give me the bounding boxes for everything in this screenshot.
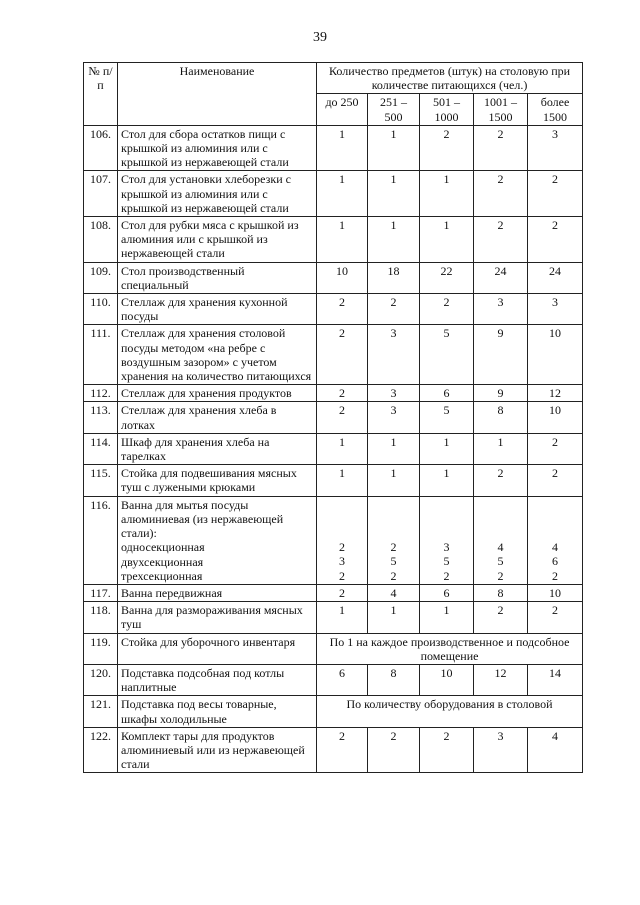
qty-cell: 10: [528, 402, 583, 433]
table-row: [84, 402, 583, 433]
qty-cell: 2: [528, 433, 583, 464]
item-name: Стол производственный специальный: [118, 262, 317, 293]
qty-cell: 8: [368, 664, 420, 695]
qty-cell: 3: [474, 727, 528, 773]
sub-qty: 2: [443, 568, 450, 583]
sub-qty: 6: [552, 554, 559, 569]
qty-cell: 1: [368, 433, 420, 464]
qty-cell: 2: [474, 125, 528, 171]
qty-cell: 18: [368, 262, 420, 293]
qty-cell: 2: [420, 727, 474, 773]
qty-cell: 4: [368, 584, 420, 601]
header-col-5: более 1500: [528, 94, 583, 125]
qty-cell: 9: [474, 325, 528, 385]
sub-item-label: двухсекционная: [121, 554, 204, 569]
table-row: [84, 696, 583, 727]
qty-cell: 3: [528, 125, 583, 171]
qty-cell: 1: [317, 602, 368, 633]
row-number: 122.: [84, 727, 118, 773]
row-number: 108.: [84, 217, 118, 263]
qty-cell: 2: [317, 727, 368, 773]
qty-cell: 3: [528, 294, 583, 325]
page-number: 39: [313, 30, 327, 45]
row-number: 109.: [84, 262, 118, 293]
table-row: [84, 217, 583, 263]
row-number: 106.: [84, 125, 118, 171]
row-number: 121.: [84, 696, 118, 727]
table-row: [84, 584, 583, 601]
item-name: Ванна передвижная: [118, 584, 317, 601]
item-name: Стойка для подвешивания мясных туш с лужеными крюками: [118, 465, 317, 496]
item-name: Стойка для уборочного инвентаря: [118, 633, 317, 664]
header-name: Наименование: [118, 63, 317, 126]
table-row: [84, 325, 583, 385]
sub-item-label: односекционная: [121, 540, 205, 555]
qty-cell: 5: [420, 402, 474, 433]
header-row: [84, 63, 583, 94]
header-col-3: 501 – 1000: [420, 94, 474, 125]
header-col-1: до 250: [317, 94, 368, 125]
item-name: Стол для установки хлеборезки с крышкой из алюминия или с крышкой из нержавеющей стали: [118, 171, 317, 217]
item-name: [118, 496, 317, 584]
equipment-table: [83, 62, 583, 773]
qty-cell: 2: [420, 294, 474, 325]
sub-qty: 4: [552, 540, 559, 555]
item-name: Комплект тары для продуктов алюминиевый или из нержавеющей стали: [118, 727, 317, 773]
header-num: № п/п: [84, 63, 118, 126]
qty-cell: 3: [474, 294, 528, 325]
row-number: 111.: [84, 325, 118, 385]
row-number: 114.: [84, 433, 118, 464]
qty-cell: 2: [528, 465, 583, 496]
item-name: Стеллаж для хранения хлеба в лотках: [118, 402, 317, 433]
table-row: [84, 262, 583, 293]
qty-cell: 2: [474, 171, 528, 217]
table-row: [84, 633, 583, 664]
sub-qty: 4: [497, 540, 504, 555]
qty-cell: 1: [474, 433, 528, 464]
qty-cell: 2: [317, 325, 368, 385]
qty-cell: 10: [317, 262, 368, 293]
item-name: Шкаф для хранения хлеба на тарелках: [118, 433, 317, 464]
item-name: Ванна для размораживания мясных туш: [118, 602, 317, 633]
qty-cell: 1: [420, 171, 474, 217]
sub-qty: 5: [390, 554, 397, 569]
qty-span-text: По количеству оборудования в столовой: [317, 696, 583, 727]
sub-qty: 2: [497, 568, 504, 583]
item-name: Стол для рубки мяса с крышкой из алюминия или с крышкой из нержавеющей стали: [118, 217, 317, 263]
qty-cell: 22: [420, 262, 474, 293]
qty-cell: 1: [317, 217, 368, 263]
qty-cell: 9: [474, 385, 528, 402]
qty-cell: 10: [528, 584, 583, 601]
qty-cell: 10: [528, 325, 583, 385]
header-col-4: 1001 – 1500: [474, 94, 528, 125]
qty-span-text: По 1 на каждое производственное и подсобное помещение: [317, 633, 583, 664]
qty-cell: 1: [420, 602, 474, 633]
item-name: Стеллаж для хранения кухонной посуды: [118, 294, 317, 325]
qty-cell: 2: [317, 402, 368, 433]
qty-cell: 1: [420, 217, 474, 263]
table-row: [84, 125, 583, 171]
qty-cell: 2: [368, 727, 420, 773]
table-row: [84, 433, 583, 464]
qty-cell: 1: [368, 602, 420, 633]
table-row: [84, 171, 583, 217]
sub-qty: 2: [339, 568, 345, 583]
qty-cell: 1: [317, 433, 368, 464]
qty-cell: [528, 496, 583, 584]
qty-cell: 1: [317, 125, 368, 171]
table-row: [84, 727, 583, 773]
item-name-main: Ванна для мытья посуды алюминиевая (из нержавеющей стали):: [121, 497, 284, 541]
qty-cell: 2: [528, 171, 583, 217]
qty-cell: 1: [317, 171, 368, 217]
qty-cell: 3: [368, 402, 420, 433]
table-row: [84, 294, 583, 325]
qty-cell: 12: [474, 664, 528, 695]
row-number: 107.: [84, 171, 118, 217]
sub-qty: 3: [339, 554, 345, 569]
qty-cell: 10: [420, 664, 474, 695]
qty-cell: 3: [368, 325, 420, 385]
qty-cell: 1: [368, 465, 420, 496]
header-group: Количество предметов (штук) на столовую при количестве питающихся (чел.): [317, 63, 583, 94]
qty-cell: 14: [528, 664, 583, 695]
qty-cell: 6: [317, 664, 368, 695]
sub-qty: 2: [552, 568, 559, 583]
item-name: Стол для сбора остатков пищи с крышкой из алюминия или с крышкой из нержавеющей стали: [118, 125, 317, 171]
qty-cell: 2: [317, 294, 368, 325]
qty-cell: 2: [317, 385, 368, 402]
table-row: [84, 602, 583, 633]
qty-cell: 4: [528, 727, 583, 773]
table-row: [84, 385, 583, 402]
row-number: 115.: [84, 465, 118, 496]
row-number: 116.: [84, 496, 118, 584]
row-number: 117.: [84, 584, 118, 601]
sub-qty: 5: [443, 554, 450, 569]
sub-qty: 2: [339, 540, 345, 555]
qty-cell: 1: [368, 125, 420, 171]
qty-cell: [317, 496, 368, 584]
qty-cell: 3: [368, 385, 420, 402]
qty-cell: 1: [368, 171, 420, 217]
qty-cell: 6: [420, 385, 474, 402]
qty-cell: 1: [368, 217, 420, 263]
row-number: 120.: [84, 664, 118, 695]
qty-cell: [368, 496, 420, 584]
row-number: 113.: [84, 402, 118, 433]
table-row: [84, 465, 583, 496]
qty-cell: 1: [420, 433, 474, 464]
qty-cell: 1: [317, 465, 368, 496]
sub-qty: 3: [443, 540, 450, 555]
sub-qty: 2: [390, 540, 397, 555]
item-name: Стеллаж для хранения столовой посуды методом «на ребре с воздушным зазором» с учетом хранения на количество питающихся: [118, 325, 317, 385]
row-number: 110.: [84, 294, 118, 325]
row-number: 112.: [84, 385, 118, 402]
qty-cell: [474, 496, 528, 584]
qty-cell: 2: [368, 294, 420, 325]
qty-cell: 2: [317, 584, 368, 601]
qty-cell: 2: [528, 217, 583, 263]
qty-cell: 2: [528, 602, 583, 633]
table-row: [84, 496, 583, 584]
qty-cell: 1: [420, 465, 474, 496]
qty-cell: 8: [474, 584, 528, 601]
qty-cell: [420, 496, 474, 584]
qty-cell: 6: [420, 584, 474, 601]
row-number: 118.: [84, 602, 118, 633]
qty-cell: 5: [420, 325, 474, 385]
sub-qty: 5: [497, 554, 504, 569]
header-col-2: 251 – 500: [368, 94, 420, 125]
qty-cell: 2: [474, 465, 528, 496]
qty-cell: 12: [528, 385, 583, 402]
qty-cell: 2: [474, 602, 528, 633]
sub-item-label: трехсекционная: [121, 568, 203, 583]
qty-cell: 8: [474, 402, 528, 433]
item-name: Подставка подсобная под котлы наплитные: [118, 664, 317, 695]
item-name: Подставка под весы товарные, шкафы холодильные: [118, 696, 317, 727]
item-name: Стеллаж для хранения продуктов: [118, 385, 317, 402]
sub-qty: 2: [390, 568, 397, 583]
qty-cell: 24: [474, 262, 528, 293]
qty-cell: 2: [474, 217, 528, 263]
row-number: 119.: [84, 633, 118, 664]
table-row: [84, 664, 583, 695]
qty-cell: 2: [420, 125, 474, 171]
qty-cell: 24: [528, 262, 583, 293]
